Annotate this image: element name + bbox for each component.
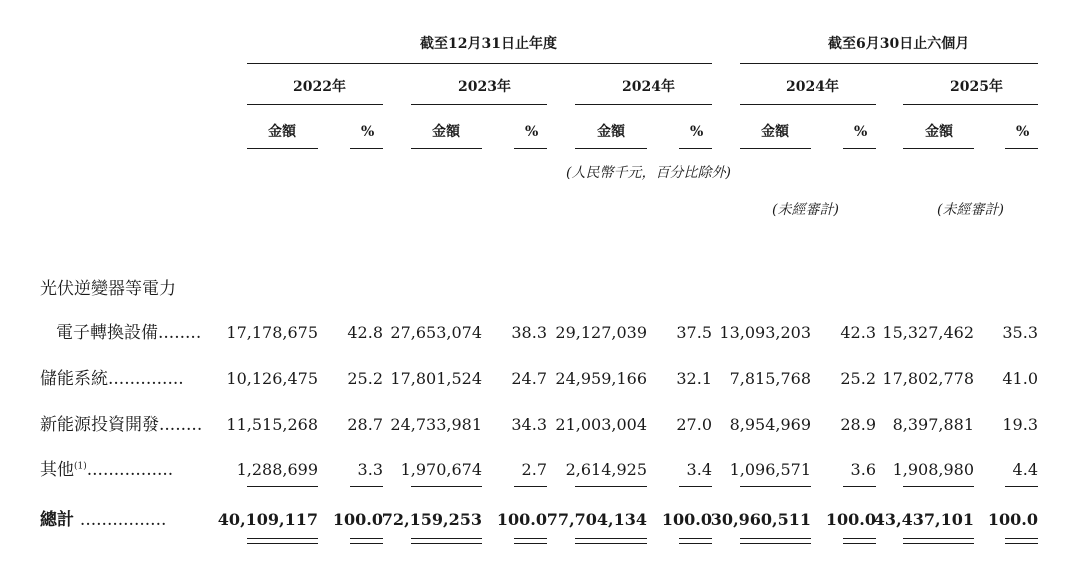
pct-header-rule <box>350 148 383 149</box>
total-label: 總計 ................ <box>40 510 167 530</box>
value-cell: 8,954,969 <box>729 415 811 434</box>
total-double-rule <box>843 538 876 544</box>
amount-header: 金額 <box>432 124 460 140</box>
subtotal-rule <box>350 486 383 487</box>
value-cell: 34.3 <box>511 415 547 434</box>
value-cell: 42.3 <box>840 323 876 342</box>
amount-header: 金額 <box>925 124 953 140</box>
subtotal-rule <box>740 486 811 487</box>
row-label: 儲能系統.............. <box>40 369 184 389</box>
year-rule-2025-half <box>903 104 1038 105</box>
pct-header-rule <box>514 148 547 149</box>
value-cell: 1,096,571 <box>729 460 811 479</box>
subtotal-rule <box>903 486 974 487</box>
leader-dots: .............. <box>108 369 184 389</box>
total-double-rule <box>247 538 318 544</box>
value-cell: 25.2 <box>840 369 876 388</box>
leader-dots: ................ <box>86 460 174 480</box>
value-cell: 1,288,699 <box>236 460 318 479</box>
value-cell: 37.5 <box>676 323 712 342</box>
amount-header-rule <box>247 148 318 149</box>
amount-header-rule <box>740 148 811 149</box>
value-cell: 35.3 <box>1002 323 1038 342</box>
section-label: 光伏逆變器等電力 <box>40 279 176 299</box>
value-cell: 42.8 <box>347 323 383 342</box>
leader-dots: ........ <box>158 323 202 343</box>
value-cell: 13,093,203 <box>719 323 811 342</box>
value-cell: 3.3 <box>357 460 383 479</box>
row-label: 新能源投資開發........ <box>40 415 203 435</box>
group-header-fiscal-year: 截至12月31日止年度 <box>420 36 557 52</box>
year-rule-2024 <box>575 104 712 105</box>
amount-header: 金額 <box>761 124 789 140</box>
total-double-rule <box>514 538 547 544</box>
value-cell: 3.4 <box>686 460 712 479</box>
total-cell: 100.0 <box>496 510 547 529</box>
subtotal-rule <box>843 486 876 487</box>
pct-header: % <box>854 124 868 140</box>
value-cell: 28.9 <box>840 415 876 434</box>
year-header-2023: 2023年 <box>458 79 511 95</box>
group-header-six-months: 截至6月30日止六個月 <box>828 36 970 52</box>
amount-header-rule <box>575 148 647 149</box>
value-cell: 1,970,674 <box>400 460 482 479</box>
total-cell: 43,437,101 <box>873 510 974 529</box>
value-cell: 24.7 <box>511 369 547 388</box>
currency-note: (人民幣千元，百分比除外) <box>566 165 731 181</box>
total-double-rule <box>740 538 811 544</box>
group-rule-fiscal-year <box>247 63 712 64</box>
value-cell: 15,327,462 <box>882 323 974 342</box>
value-cell: 32.1 <box>676 369 712 388</box>
value-cell: 25.2 <box>347 369 383 388</box>
value-cell: 2,614,925 <box>565 460 647 479</box>
total-cell: 100.0 <box>987 510 1038 529</box>
total-double-rule <box>1005 538 1038 544</box>
subtotal-rule <box>247 486 318 487</box>
pct-header-rule <box>1005 148 1038 149</box>
amount-header-rule <box>903 148 974 149</box>
value-cell: 7,815,768 <box>729 369 811 388</box>
year-rule-2022 <box>247 104 383 105</box>
total-cell: 72,159,253 <box>381 510 482 529</box>
year-rule-2024-half <box>740 104 876 105</box>
subtotal-rule <box>411 486 482 487</box>
total-double-rule <box>575 538 647 544</box>
pct-header: % <box>525 124 539 140</box>
year-header-2022: 2022年 <box>293 79 346 95</box>
pct-header: % <box>361 124 375 140</box>
total-cell: 40,109,117 <box>217 510 318 529</box>
unaudited-note: (未經審計) <box>937 202 1004 218</box>
value-cell: 17,802,778 <box>882 369 974 388</box>
total-double-rule <box>411 538 482 544</box>
total-double-rule <box>350 538 383 544</box>
year-header-2024-half: 2024年 <box>786 79 839 95</box>
value-cell: 2.7 <box>521 460 547 479</box>
amount-header: 金額 <box>268 124 296 140</box>
pct-header: % <box>690 124 704 140</box>
pct-header-rule <box>679 148 712 149</box>
total-double-rule <box>679 538 712 544</box>
total-cell: 30,960,511 <box>710 510 811 529</box>
value-cell: 28.7 <box>347 415 383 434</box>
value-cell: 38.3 <box>511 323 547 342</box>
value-cell: 1,908,980 <box>892 460 974 479</box>
year-header-2024: 2024年 <box>622 79 675 95</box>
value-cell: 8,397,881 <box>892 415 974 434</box>
total-cell: 100.0 <box>661 510 712 529</box>
total-cell: 100.0 <box>332 510 383 529</box>
total-cell: 77,704,134 <box>546 510 647 529</box>
value-cell: 21,003,004 <box>555 415 647 434</box>
amount-header: 金額 <box>597 124 625 140</box>
total-double-rule <box>903 538 974 544</box>
value-cell: 17,801,524 <box>390 369 482 388</box>
value-cell: 11,515,268 <box>226 415 318 434</box>
subtotal-rule <box>514 486 547 487</box>
pct-header-rule <box>843 148 876 149</box>
value-cell: 24,733,981 <box>390 415 482 434</box>
value-cell: 27,653,074 <box>390 323 482 342</box>
value-cell: 41.0 <box>1002 369 1038 388</box>
value-cell: 29,127,039 <box>555 323 647 342</box>
unaudited-note: (未經審計) <box>772 202 839 218</box>
total-cell: 100.0 <box>825 510 876 529</box>
row-label: 其他$^{(1)}$................ <box>40 460 174 480</box>
subtotal-rule <box>679 486 712 487</box>
value-cell: 19.3 <box>1002 415 1038 434</box>
footnote-marker: (1) <box>74 461 87 472</box>
group-rule-six-months <box>740 63 1038 64</box>
value-cell: 4.4 <box>1012 460 1038 479</box>
row-label: 電子轉換設備........ <box>56 323 202 343</box>
year-header-2025-half: 2025年 <box>950 79 1003 95</box>
value-cell: 17,178,675 <box>226 323 318 342</box>
year-rule-2023 <box>411 104 547 105</box>
pct-header: % <box>1016 124 1030 140</box>
value-cell: 10,126,475 <box>226 369 318 388</box>
value-cell: 27.0 <box>676 415 712 434</box>
subtotal-rule <box>1005 486 1038 487</box>
leader-dots: ........ <box>159 415 203 435</box>
leader-dots: ................ <box>79 510 167 530</box>
subtotal-rule <box>575 486 647 487</box>
amount-header-rule <box>411 148 482 149</box>
value-cell: 24,959,166 <box>555 369 647 388</box>
value-cell: 3.6 <box>850 460 876 479</box>
